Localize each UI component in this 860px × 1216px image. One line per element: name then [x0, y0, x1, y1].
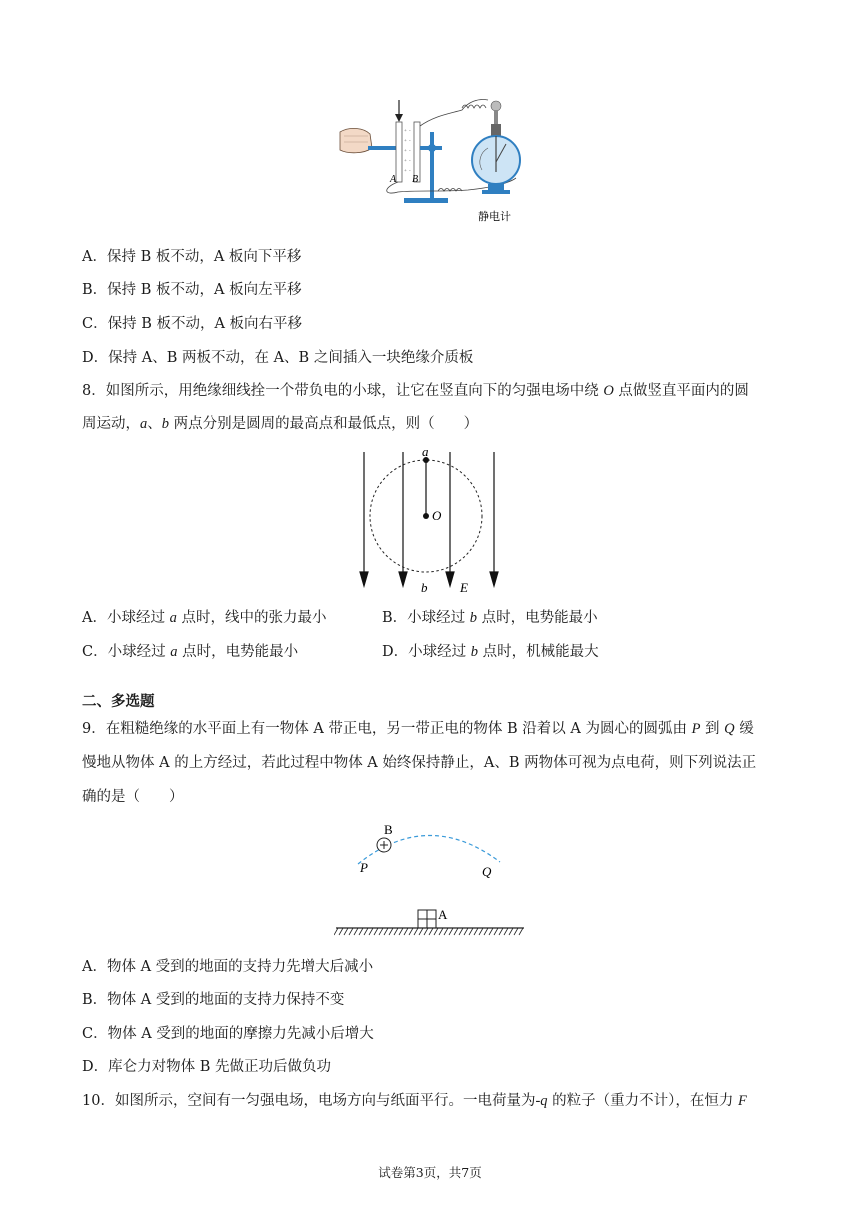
q7-option-a[interactable]: A．保持 B 板不动，A 板向下平移: [82, 249, 302, 265]
q7-option-b[interactable]: B．保持 B 板不动，A 板向左平移: [82, 282, 302, 298]
q9-option-c[interactable]: C．物体 A 受到的地面的摩擦力先减小后增大: [82, 1026, 374, 1042]
coulomb-arc-figure: [334, 818, 526, 942]
q8-option-d[interactable]: D．小球经过 b 点时，机械能最大: [382, 644, 599, 660]
svg-text:-: -: [409, 169, 411, 174]
q8-option-c[interactable]: C．小球经过 a 点时，电势能最小: [82, 644, 299, 660]
label-b: B: [384, 822, 393, 837]
q9-option-d[interactable]: D．库仑力对物体 B 先做正功后做负功: [82, 1059, 331, 1075]
svg-text:-: -: [409, 159, 411, 164]
q9-option-b[interactable]: B．物体 A 受到的地面的支持力保持不变: [82, 992, 345, 1008]
point-a-label: a: [422, 446, 429, 459]
q8-option-a[interactable]: A．小球经过 a 点时，线中的张力最小: [82, 610, 327, 626]
plate-a-label: A: [390, 174, 397, 185]
q9-stem-line3: 确的是（ ）: [82, 789, 184, 805]
center-o-dot: [423, 513, 429, 519]
svg-text:-: -: [409, 149, 411, 154]
svg-text:-: -: [409, 139, 411, 144]
q9-stem-line1: 9．在粗糙绝缘的水平面上有一物体 A 带正电，另一带正电的物体 B 沿着以 A 为圆心的圆弧由 P 到 Q 缓: [82, 721, 754, 737]
svg-text:+: +: [404, 169, 407, 174]
q9-stem-line2: 慢地从物体 A 的上方经过，若此过程中物体 A 始终保持静止，A、B 两物体可视为点电荷，则下列说法正: [82, 755, 757, 771]
point-b-label: b: [421, 580, 428, 595]
section-heading: 二、多选题: [82, 693, 155, 710]
q7-option-c[interactable]: C．保持 B 板不动，A 板向右平移: [82, 316, 303, 332]
field-e-label: E: [460, 580, 468, 595]
label-p: P: [360, 860, 368, 875]
page-footer: 试卷第3页，共7页: [378, 1165, 482, 1180]
q8-option-b[interactable]: B．小球经过 b 点时，电势能最小: [382, 610, 598, 626]
svg-text:+: +: [404, 129, 407, 134]
q7-option-d[interactable]: D．保持 A、B 两板不动，在 A、B 之间插入一块绝缘介质板: [82, 350, 474, 366]
q10-stem-line1: 10．如图所示，空间有一匀强电场，电场方向与纸面平行。一电荷量为-q 的粒子（重力不计），在恒力 F: [82, 1093, 747, 1109]
center-o-label: O: [432, 508, 442, 523]
plate-b-label: B: [412, 174, 419, 185]
electroscope-label: 静电计: [478, 210, 511, 223]
q8-stem-line2: 周运动，a、b 两点分别是圆周的最高点和最低点，则（ ）: [82, 416, 479, 432]
svg-text:+: +: [404, 159, 407, 164]
label-q: Q: [482, 864, 492, 879]
field-lines: [360, 452, 498, 586]
svg-text:+: +: [404, 139, 407, 144]
label-a: A: [438, 907, 448, 922]
capacitor-electroscope-figure: [338, 92, 538, 226]
svg-text:+: +: [404, 149, 407, 154]
q9-option-a[interactable]: A．物体 A 受到的地面的支持力先增大后减小: [82, 959, 374, 975]
svg-text:-: -: [409, 129, 411, 134]
circular-motion-figure: [350, 446, 510, 596]
ground-hatch: [334, 928, 523, 935]
q8-stem-line1: 8．如图所示，用绝缘细线拴一个带负电的小球，让它在竖直向下的匀强电场中绕 O 点做竖直平面内的圆: [82, 383, 749, 399]
